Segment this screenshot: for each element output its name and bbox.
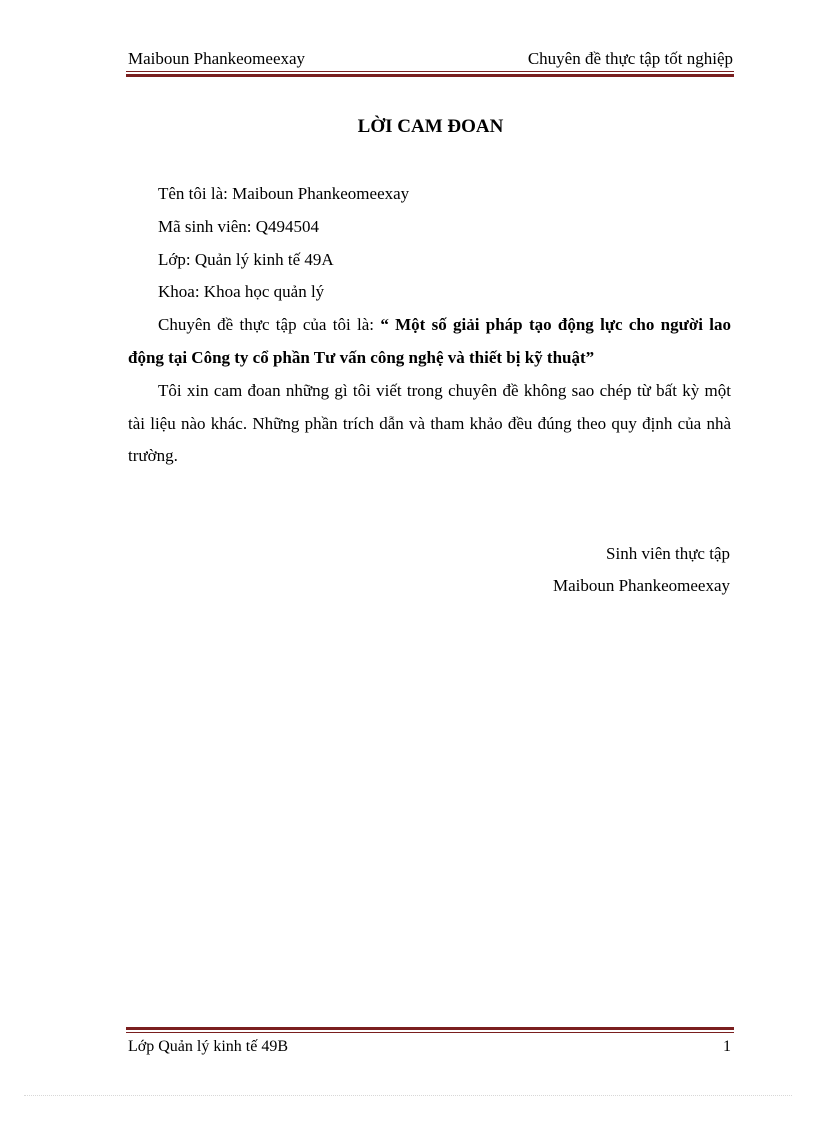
class-line: Lớp: Quản lý kinh tế 49A [158, 249, 334, 269]
footer-class: Lớp Quản lý kinh tế 49B [128, 1038, 288, 1055]
header-divider-thick [126, 74, 734, 77]
signature-block [553, 538, 730, 602]
document-body [128, 178, 731, 473]
footer-divider-thick [126, 1027, 734, 1030]
topic-title: “ Một số giải pháp tạo động lực cho người lao động tại Công ty cổ phần Tư vấn công nghệ và thiết bị kỹ thuật” [128, 315, 731, 367]
header-document-type: Chuyên đề thực tập tốt nghiệp [527, 49, 733, 68]
student-name-line: Tên tôi là: Maiboun Phankeomeexay [158, 184, 410, 203]
page-header [128, 48, 733, 70]
faculty-line: Khoa: Khoa học quản lý [158, 282, 325, 302]
topic-prefix: Chuyên đề thực tập của tôi là: [158, 315, 381, 335]
page-footer [128, 1036, 731, 1058]
page-number: 1 [723, 1038, 731, 1055]
signature-name: Maiboun Phankeomeexay [552, 576, 730, 595]
header-divider-thin [126, 71, 734, 72]
declaration-paragraph: Tôi xin cam đoan những gì tôi viết trong chuyên đề không sao chép từ bất kỳ một tài liệu nào khác. Những phần trích dẫn và tham khảo đều đúng theo quy định của nhà trường. [128, 380, 731, 466]
page-title: LỜI CAM ĐOAN [357, 116, 504, 137]
footer-divider-thin [126, 1032, 734, 1033]
topic-paragraph [128, 309, 731, 375]
header-author: Maiboun Phankeomeexay [128, 49, 306, 68]
signature-role: Sinh viên thực tập [606, 544, 730, 563]
page-edge-divider [24, 1095, 792, 1096]
student-id-line: Mã sinh viên: Q494504 [158, 216, 320, 236]
